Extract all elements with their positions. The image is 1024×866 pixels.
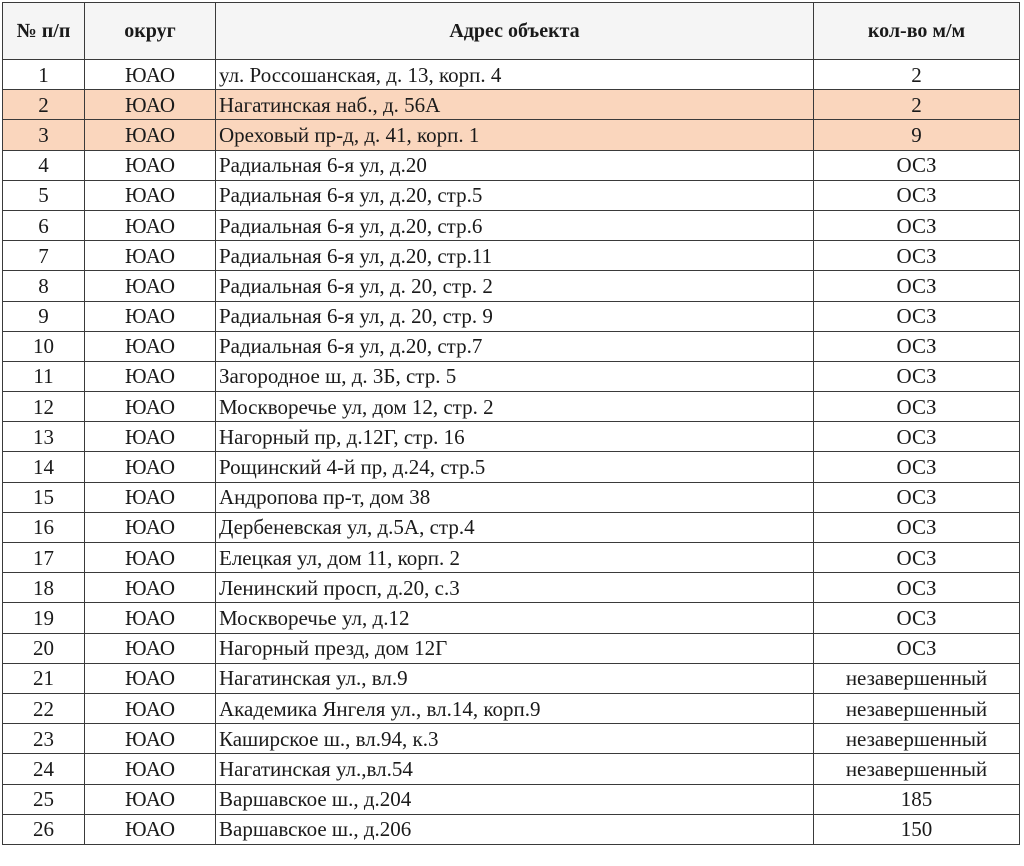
- cell-district: ЮАО: [85, 241, 216, 271]
- table-row: [3, 452, 1020, 482]
- table-row: [3, 814, 1020, 844]
- header-num: № п/п: [3, 3, 85, 60]
- cell-district: ЮАО: [85, 724, 216, 754]
- cell-num: 4: [3, 150, 85, 180]
- cell-count: ОСЗ: [814, 301, 1020, 331]
- cell-count: ОСЗ: [814, 543, 1020, 573]
- cell-district: ЮАО: [85, 210, 216, 240]
- table-row: [3, 512, 1020, 542]
- cell-district: ЮАО: [85, 663, 216, 693]
- header-district: округ: [85, 3, 216, 60]
- cell-district: ЮАО: [85, 60, 216, 90]
- cell-district: ЮАО: [85, 120, 216, 150]
- cell-count: ОСЗ: [814, 210, 1020, 240]
- cell-address: Москворечье ул, д.12: [216, 603, 814, 633]
- cell-count: 150: [814, 814, 1020, 844]
- cell-address: Нагатинская ул., вл.9: [216, 663, 814, 693]
- cell-district: ЮАО: [85, 180, 216, 210]
- cell-district: ЮАО: [85, 90, 216, 120]
- cell-count: ОСЗ: [814, 331, 1020, 361]
- cell-district: ЮАО: [85, 271, 216, 301]
- cell-count: ОСЗ: [814, 361, 1020, 391]
- cell-address: Варшавское ш., д.206: [216, 814, 814, 844]
- cell-num: 13: [3, 422, 85, 452]
- cell-num: 19: [3, 603, 85, 633]
- cell-num: 10: [3, 331, 85, 361]
- cell-address: Ореховый пр-д, д. 41, корп. 1: [216, 120, 814, 150]
- table-row: [3, 754, 1020, 784]
- cell-num: 8: [3, 271, 85, 301]
- cell-count: незавершенный: [814, 663, 1020, 693]
- cell-num: 22: [3, 693, 85, 723]
- cell-address: Академика Янгеля ул., вл.14, корп.9: [216, 693, 814, 723]
- cell-count: ОСЗ: [814, 422, 1020, 452]
- cell-num: 16: [3, 512, 85, 542]
- cell-address: Нагорный презд, дом 12Г: [216, 633, 814, 663]
- table-row: [3, 724, 1020, 754]
- cell-address: Радиальная 6-я ул, д.20, стр.7: [216, 331, 814, 361]
- cell-count: 2: [814, 90, 1020, 120]
- table-row: [3, 150, 1020, 180]
- cell-num: 24: [3, 754, 85, 784]
- cell-num: 20: [3, 633, 85, 663]
- cell-num: 12: [3, 392, 85, 422]
- cell-count: незавершенный: [814, 724, 1020, 754]
- table-header-row: [3, 3, 1020, 60]
- cell-count: ОСЗ: [814, 512, 1020, 542]
- cell-count: ОСЗ: [814, 482, 1020, 512]
- cell-num: 25: [3, 784, 85, 814]
- cell-address: Москворечье ул, дом 12, стр. 2: [216, 392, 814, 422]
- cell-district: ЮАО: [85, 301, 216, 331]
- cell-district: ЮАО: [85, 361, 216, 391]
- cell-district: ЮАО: [85, 482, 216, 512]
- cell-num: 11: [3, 361, 85, 391]
- cell-num: 23: [3, 724, 85, 754]
- cell-district: ЮАО: [85, 693, 216, 723]
- table-row: [3, 693, 1020, 723]
- cell-district: ЮАО: [85, 543, 216, 573]
- table-body: [3, 60, 1020, 845]
- cell-count: 9: [814, 120, 1020, 150]
- cell-address: Елецкая ул, дом 11, корп. 2: [216, 543, 814, 573]
- cell-num: 14: [3, 452, 85, 482]
- cell-num: 3: [3, 120, 85, 150]
- table-row: [3, 633, 1020, 663]
- cell-count: незавершенный: [814, 693, 1020, 723]
- cell-num: 2: [3, 90, 85, 120]
- header-address: Адрес объекта: [216, 3, 814, 60]
- table-row: [3, 331, 1020, 361]
- table-row: [3, 482, 1020, 512]
- cell-num: 15: [3, 482, 85, 512]
- cell-num: 21: [3, 663, 85, 693]
- cell-count: ОСЗ: [814, 633, 1020, 663]
- cell-address: Радиальная 6-я ул, д.20, стр.6: [216, 210, 814, 240]
- cell-count: ОСЗ: [814, 573, 1020, 603]
- cell-address: Нагатинская наб., д. 56А: [216, 90, 814, 120]
- cell-count: ОСЗ: [814, 603, 1020, 633]
- cell-district: ЮАО: [85, 754, 216, 784]
- cell-address: Радиальная 6-я ул, д. 20, стр. 2: [216, 271, 814, 301]
- table-row: [3, 90, 1020, 120]
- cell-count: 2: [814, 60, 1020, 90]
- cell-district: ЮАО: [85, 784, 216, 814]
- table-row: [3, 180, 1020, 210]
- cell-address: Нагорный пр, д.12Г, стр. 16: [216, 422, 814, 452]
- table-row: [3, 573, 1020, 603]
- table-row: [3, 60, 1020, 90]
- cell-num: 18: [3, 573, 85, 603]
- cell-district: ЮАО: [85, 392, 216, 422]
- cell-count: ОСЗ: [814, 392, 1020, 422]
- table-row: [3, 271, 1020, 301]
- cell-num: 17: [3, 543, 85, 573]
- cell-num: 6: [3, 210, 85, 240]
- table-row: [3, 543, 1020, 573]
- cell-count: незавершенный: [814, 754, 1020, 784]
- table-row: [3, 422, 1020, 452]
- cell-address: Андропова пр-т, дом 38: [216, 482, 814, 512]
- table-row: [3, 120, 1020, 150]
- table-row: [3, 210, 1020, 240]
- cell-address: Радиальная 6-я ул, д.20: [216, 150, 814, 180]
- cell-num: 5: [3, 180, 85, 210]
- table-row: [3, 241, 1020, 271]
- cell-district: ЮАО: [85, 603, 216, 633]
- cell-district: ЮАО: [85, 150, 216, 180]
- cell-count: ОСЗ: [814, 452, 1020, 482]
- table-row: [3, 663, 1020, 693]
- cell-address: Радиальная 6-я ул, д.20, стр.5: [216, 180, 814, 210]
- cell-address: Варшавское ш., д.204: [216, 784, 814, 814]
- table-row: [3, 603, 1020, 633]
- table-row: [3, 301, 1020, 331]
- cell-count: ОСЗ: [814, 180, 1020, 210]
- cell-address: Радиальная 6-я ул, д. 20, стр. 9: [216, 301, 814, 331]
- table-row: [3, 392, 1020, 422]
- cell-district: ЮАО: [85, 814, 216, 844]
- cell-num: 26: [3, 814, 85, 844]
- cell-num: 9: [3, 301, 85, 331]
- cell-address: ул. Россошанская, д. 13, корп. 4: [216, 60, 814, 90]
- cell-district: ЮАО: [85, 422, 216, 452]
- objects-table: [2, 2, 1020, 845]
- cell-district: ЮАО: [85, 573, 216, 603]
- cell-district: ЮАО: [85, 633, 216, 663]
- cell-num: 1: [3, 60, 85, 90]
- cell-count: ОСЗ: [814, 241, 1020, 271]
- cell-district: ЮАО: [85, 331, 216, 361]
- cell-district: ЮАО: [85, 452, 216, 482]
- table-row: [3, 784, 1020, 814]
- cell-address: Дербеневская ул, д.5А, стр.4: [216, 512, 814, 542]
- cell-address: Ленинский просп, д.20, с.3: [216, 573, 814, 603]
- cell-count: ОСЗ: [814, 150, 1020, 180]
- table-row: [3, 361, 1020, 391]
- cell-num: 7: [3, 241, 85, 271]
- cell-address: Нагатинская ул.,вл.54: [216, 754, 814, 784]
- cell-district: ЮАО: [85, 512, 216, 542]
- cell-address: Загородное ш, д. 3Б, стр. 5: [216, 361, 814, 391]
- cell-address: Каширское ш., вл.94, к.3: [216, 724, 814, 754]
- cell-address: Рощинский 4-й пр, д.24, стр.5: [216, 452, 814, 482]
- cell-count: ОСЗ: [814, 271, 1020, 301]
- cell-address: Радиальная 6-я ул, д.20, стр.11: [216, 241, 814, 271]
- header-count: кол-во м/м: [814, 3, 1020, 60]
- cell-count: 185: [814, 784, 1020, 814]
